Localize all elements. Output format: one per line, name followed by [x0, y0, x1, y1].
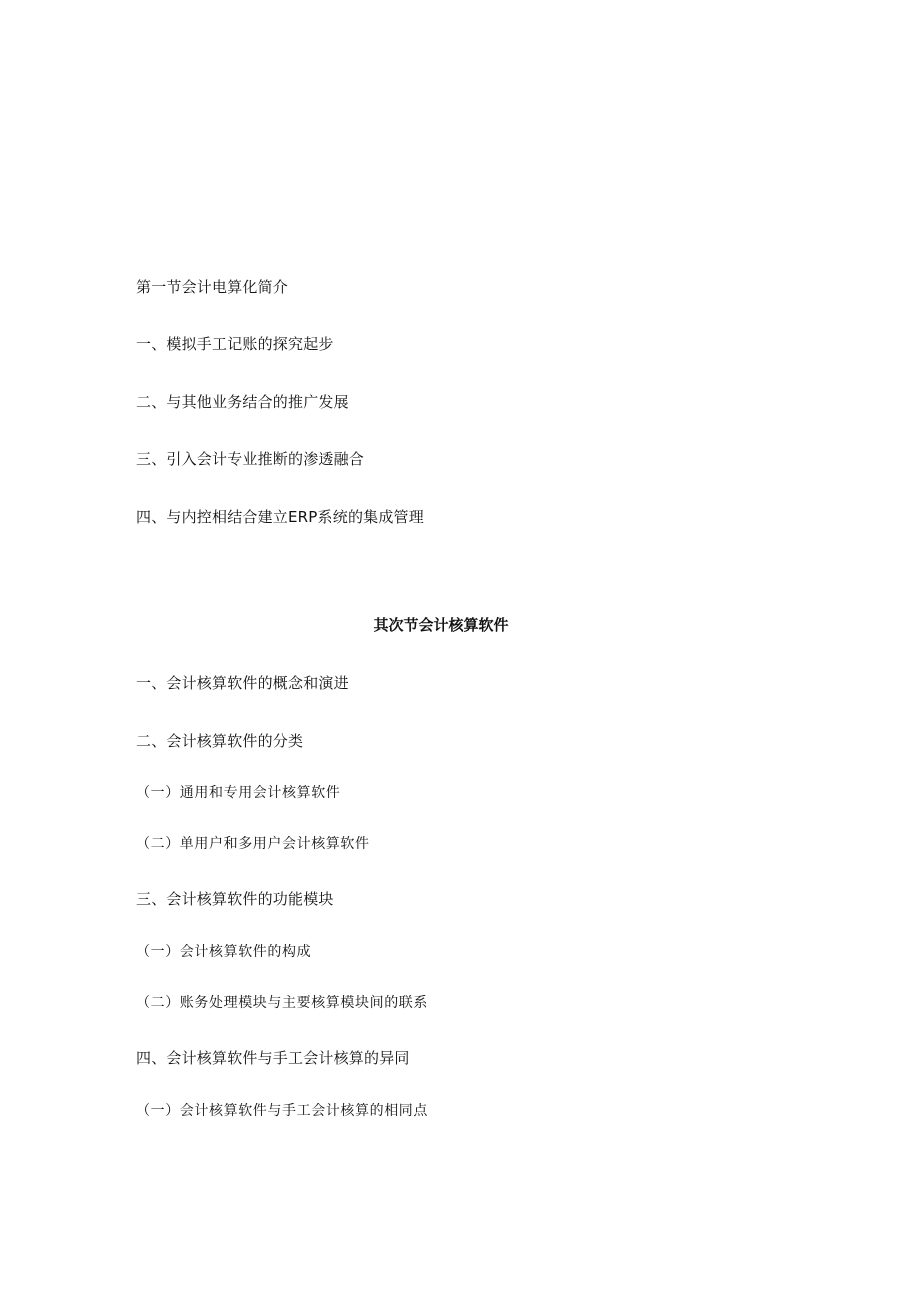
outline-item-3: 三、引入会计专业推断的渗透融合 — [136, 450, 365, 468]
subheading-similarities: （一）会计核算软件与手工会计核算的相同点 — [136, 1103, 428, 1119]
subheading-module-relation: （二）账务处理模块与主要核算模块间的联系 — [136, 995, 428, 1011]
heading-modules: 三、会计核算软件的功能模块 — [136, 890, 334, 908]
heading-classification: 二、会计核算软件的分类 — [136, 732, 304, 750]
outline-item-4: 四、与内控相结合建立ERP系统的集成管理 — [136, 508, 424, 526]
outline-item-1: 一、模拟手工记账的探究起步 — [136, 335, 334, 353]
subheading-single-multi-user: （二）单用户和多用户会计核算软件 — [136, 836, 370, 852]
section-title-2: 其次节会计核算软件 — [373, 616, 509, 634]
outline-item-2: 二、与其他业务结合的推广发展 — [136, 393, 349, 411]
subheading-composition: （一）会计核算软件的构成 — [136, 944, 312, 960]
heading-comparison: 四、会计核算软件与手工会计核算的异同 — [136, 1049, 410, 1067]
heading-concept: 一、会计核算软件的概念和演进 — [136, 674, 349, 692]
subheading-general-special: （一）通用和专用会计核算软件 — [136, 785, 341, 801]
section-title: 第一节会计电算化简介 — [136, 278, 289, 296]
